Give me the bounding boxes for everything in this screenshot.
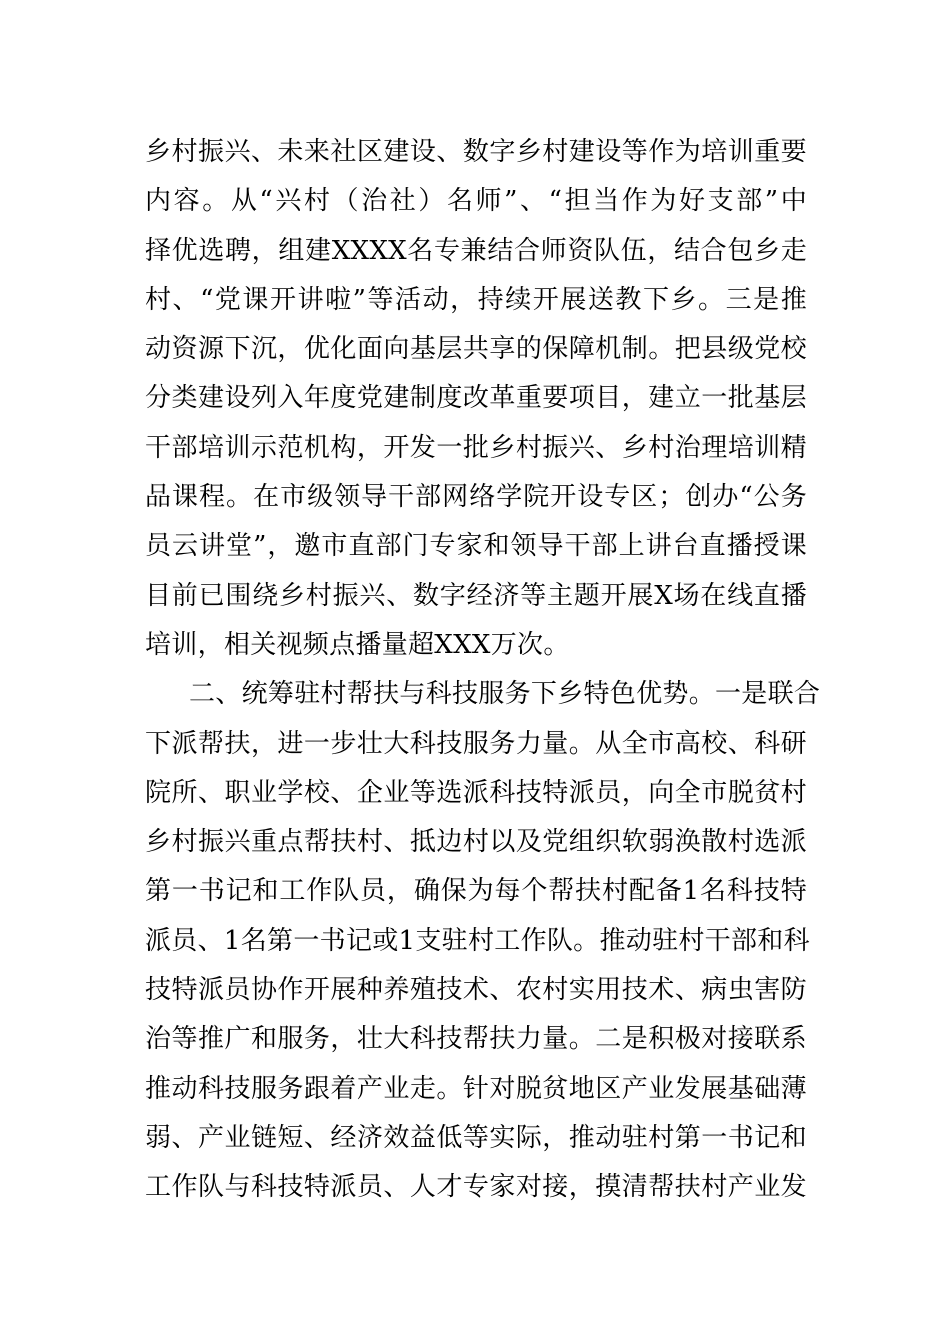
text-line: 院所、职业学校、企业等选派科技特派员，向全市脱贫村 bbox=[145, 777, 807, 808]
text-line: 推动科技服务跟着产业走。针对脱贫地区产业发展基础薄 bbox=[145, 1073, 807, 1104]
text-line: 员云讲堂”，邀市直部门专家和领导干部上讲台直播授课 bbox=[145, 531, 807, 562]
text-line: 派员、1名第一书记或1支驻村工作队。推动驻村干部和科 bbox=[145, 925, 810, 956]
text-line: 弱、产业链短、经济效益低等实际，推动驻村第一书记和 bbox=[145, 1122, 807, 1153]
text-line: 内容。从“兴村（治社）名师”、“担当作为好支部”中 bbox=[145, 186, 807, 217]
text-line: 干部培训示范机构，开发一批乡村振兴、乡村治理培训精 bbox=[145, 432, 807, 463]
text-line: 工作队与科技特派员、人才专家对接，摸清帮扶村产业发 bbox=[145, 1172, 807, 1203]
text-line: 治等推广和服务，壮大科技帮扶力量。二是积极对接联系 bbox=[145, 1024, 807, 1055]
text-line: 培训，相关视频点播量超XXX万次。 bbox=[145, 629, 570, 660]
text-line: 择优选聘，组建XXXX名专兼结合师资队伍，结合包乡走 bbox=[145, 235, 807, 266]
text-line: 分类建设列入年度党建制度改革重要项目，建立一批基层 bbox=[145, 383, 807, 414]
text-line: 动资源下沉，优化面向基层共享的保障机制。把县级党校 bbox=[145, 334, 807, 365]
text-line: 技特派员协作开展种养殖技术、农村实用技术、病虫害防 bbox=[145, 975, 807, 1006]
text-line: 下派帮扶，进一步壮大科技服务力量。从全市高校、科研 bbox=[145, 728, 807, 759]
section-heading-line: 二、统筹驻村帮扶与科技服务下乡特色优势。一是联合 bbox=[189, 679, 821, 710]
text-line: 乡村振兴重点帮扶村、抵边村以及党组织软弱涣散村选派 bbox=[145, 827, 807, 858]
text-line: 第一书记和工作队员，确保为每个帮扶村配备1名科技特 bbox=[145, 876, 807, 907]
document-body bbox=[145, 128, 821, 1213]
text-line: 村、“党课开讲啦”等活动，持续开展送教下乡。三是推 bbox=[145, 284, 807, 315]
text-line: 目前已围绕乡村振兴、数字经济等主题开展X场在线直播 bbox=[145, 580, 807, 611]
text-line: 品课程。在市级领导干部网络学院开设专区；创办“公务 bbox=[145, 482, 807, 513]
text-line: 乡村振兴、未来社区建设、数字乡村建设等作为培训重要 bbox=[145, 137, 807, 167]
